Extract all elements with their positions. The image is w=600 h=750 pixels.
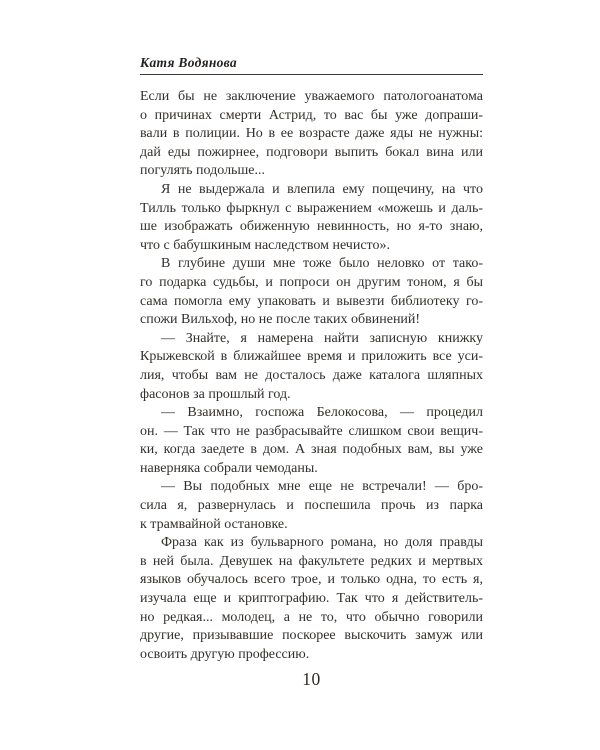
text-line: но редкая... молодец, а не то, что обычно говорили <box>140 609 483 625</box>
text-line: лия, чтобы вам не досталось даже каталога шляпных <box>140 367 483 383</box>
text-line: к трамвайной остановке. <box>140 516 288 532</box>
header-rule <box>140 74 483 75</box>
text-line: — Взаимно, госпожа Белокосова, — процедил <box>161 405 483 421</box>
text-line: дай еды пожирнее, подговори выпить бокал вина или <box>140 144 483 160</box>
text-line: другие, призывавшие поскорее выскочить замуж или <box>140 628 483 644</box>
page-footer <box>140 669 483 690</box>
body-text <box>140 88 483 664</box>
page-number: 10 <box>302 669 321 689</box>
text-line: Тилль только фыркнул с выражением «можешь и даль- <box>140 200 483 216</box>
text-line: языков обучалось всего трое, и только одна, то есть я, <box>140 572 483 588</box>
text-line: ше изображать обиженную невинность, но я-то знаю, <box>140 219 483 235</box>
text-line: В глубине души мне тоже было неловко от тако- <box>161 256 483 272</box>
text-line: о причинах смерти Астрид, то вас бы уже допраши- <box>140 107 483 123</box>
text-line: спожи Вильхоф, но не после таких обвинений! <box>140 312 421 328</box>
text-line: сама помогла ему упаковать и вывезти библиотеку го- <box>140 293 483 309</box>
text-line: ки, когда заедете в дом. А зная подобных вам, вы уже <box>140 442 483 458</box>
text-line: наверняка собрали чемоданы. <box>140 460 318 476</box>
text-line: погулять подольше... <box>140 163 265 179</box>
running-header <box>140 55 483 75</box>
text-line: фасонов за прошлый год. <box>140 386 291 402</box>
text-line: освоить другую профессию. <box>140 646 310 662</box>
text-line: Если бы не заключение уважаемого патологоанатома <box>140 89 483 104</box>
text-line: го подарка судьбы, и попроси он другим тоном, я бы <box>140 274 483 290</box>
text-line: Крыжевской в ближайшее время и приложить все уси- <box>140 349 483 365</box>
text-line: вали в полиции. Но в ее возрасте даже яды не нужны: <box>140 126 483 142</box>
text-line: в ней была. Девушек на факультете редких и мертвых <box>140 553 483 569</box>
text-line: изучала еще и криптографию. Так что я действитель- <box>140 591 483 607</box>
text-line: — Знайте, я намерена найти записную книжку <box>161 330 483 346</box>
running-header-author: Катя Водянова <box>140 55 237 70</box>
text-line: сила я, развернулась и поспешила прочь из парка <box>140 498 483 514</box>
text-line: — Вы подобных мне еще не встречали! — бро- <box>161 479 483 495</box>
text-line: он. — Так что не разбрасывайте слишком свои вещич- <box>140 423 483 439</box>
text-line: Фраза как из бульварного романа, но доля правды <box>161 535 483 551</box>
text-line: что с бабушкиным наследством нечисто». <box>140 237 390 253</box>
text-line: Я не выдержала и влепила ему пощечину, на что <box>161 181 483 197</box>
